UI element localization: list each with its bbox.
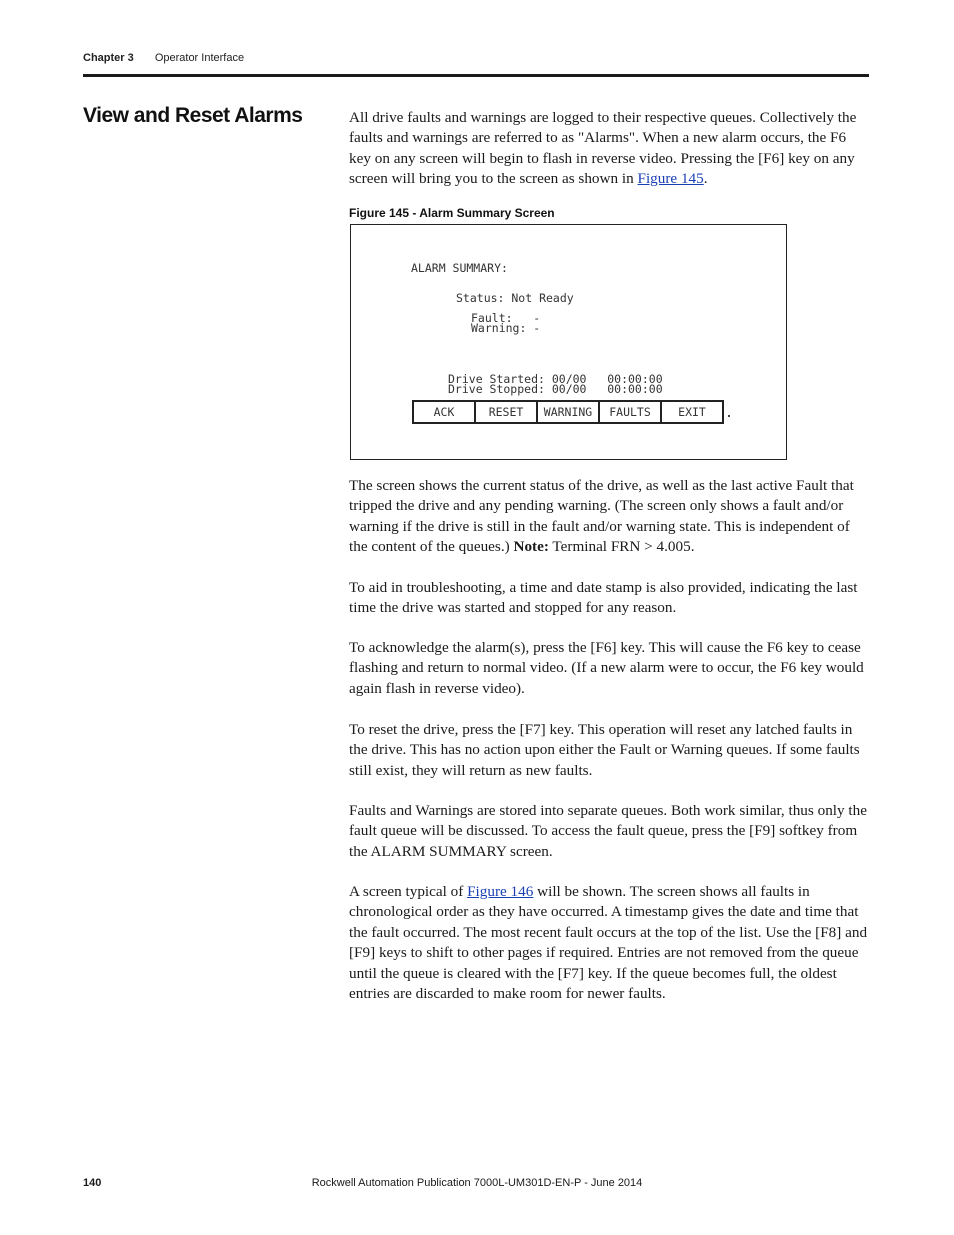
exit-softkey[interactable]: EXIT xyxy=(678,405,706,419)
paragraph-6 xyxy=(349,882,869,1004)
publication-footer: Rockwell Automation Publication 7000L-UM301D-EN-P - June 2014 xyxy=(311,1177,643,1189)
ack-softkey[interactable]: ACK xyxy=(414,402,476,422)
p2-text: To aid in troubleshooting, a time and date stamp is also provided, indicating the last time the drive was started and stopped for any reason. xyxy=(349,579,858,617)
softkey-bar xyxy=(412,400,724,424)
figure-caption: Figure 145 - Alarm Summary Screen xyxy=(349,206,555,220)
p3-text: To acknowledge the alarm(s), press the [F6] key. This will cause the F6 key to cease flashing and return to normal video. (If a new alarm were to occur, the F6 key would again flash in reverse video). xyxy=(349,639,864,697)
p1-text: The screen shows the current status of the drive, as well as the last active Fault that tripped the drive and any pending warning. (The screen only shows a fault and/or warning if the drive is still in the fault and/or warning state. This is independent of the content of the queues.) xyxy=(349,477,854,556)
chapter-title: Operator Interface xyxy=(154,52,245,64)
figure-146-link[interactable]: Figure 146 xyxy=(467,883,534,900)
screen-drive-started: Drive Started: 00/00 00:00:00 xyxy=(448,372,663,386)
paragraph-4 xyxy=(349,720,869,781)
screen-warning: Warning: - xyxy=(471,321,541,335)
faults-softkey[interactable]: FAULTS xyxy=(600,402,662,422)
p5-text: Faults and Warnings are stored into separate queues. Both work similar, thus only the fault queue will be discussed. To access the fault queue, press the [F9] softkey from the ALARM SUMMARY screen. xyxy=(349,802,867,860)
p6-text-end: will be shown. The screen shows all faults in chronological order as they have occurred. A timestamp gives the date and time that the fault occurred. The most recent fault occurs at the top of the list. Use the [F8] and [F9] keys to shift to other pages if required. Entries are not removed from the queue until the queue is cleared with the [F7] key. If the queue becomes full, the oldest entries are discarded to make room for newer faults. xyxy=(349,883,868,1003)
chapter-label: Chapter 3 xyxy=(83,52,134,64)
intro-paragraph xyxy=(349,108,869,190)
intro-end: . xyxy=(703,170,708,188)
note-text: Terminal FRN > 4.005. xyxy=(548,538,695,556)
figure-145-link[interactable]: Figure 145 xyxy=(637,170,704,188)
intro-text: All drive faults and warnings are logged to their respective queues. Collectively the faults and warnings are referred to as "Alarms". When a new alarm occurs, the F6 key on any screen will begin to flash in reverse video. Pressing the [F6] key on any screen will bring you to the screen as shown in xyxy=(349,109,857,188)
paragraph-1 xyxy=(349,476,869,558)
p6-text-start: A screen typical of xyxy=(349,883,468,900)
note-label: Note: xyxy=(513,538,549,556)
screen-drive-stopped: Drive Stopped: 00/00 00:00:00 xyxy=(448,382,663,396)
warning-softkey[interactable]: WARNING xyxy=(538,402,600,422)
cursor-dot xyxy=(728,415,730,417)
screen-heading: ALARM SUMMARY: xyxy=(411,261,508,275)
screen-fault: Fault: - xyxy=(471,311,541,325)
header-rule xyxy=(83,74,869,77)
screen-status: Status: Not Ready xyxy=(456,291,574,305)
section-title: View and Reset Alarms xyxy=(83,104,303,127)
alarm-summary-screen xyxy=(350,224,787,460)
paragraph-3 xyxy=(349,638,869,699)
paragraph-5 xyxy=(349,801,869,862)
paragraph-2 xyxy=(349,578,869,619)
page-number: 140 xyxy=(83,1177,102,1189)
running-header xyxy=(83,52,244,64)
reset-softkey[interactable]: RESET xyxy=(476,402,538,422)
p4-text: To reset the drive, press the [F7] key. This operation will reset any latched faults in the drive. This has no action upon either the Fault or Warning queues. If some faults still exist, they will return as new faults. xyxy=(349,721,860,779)
